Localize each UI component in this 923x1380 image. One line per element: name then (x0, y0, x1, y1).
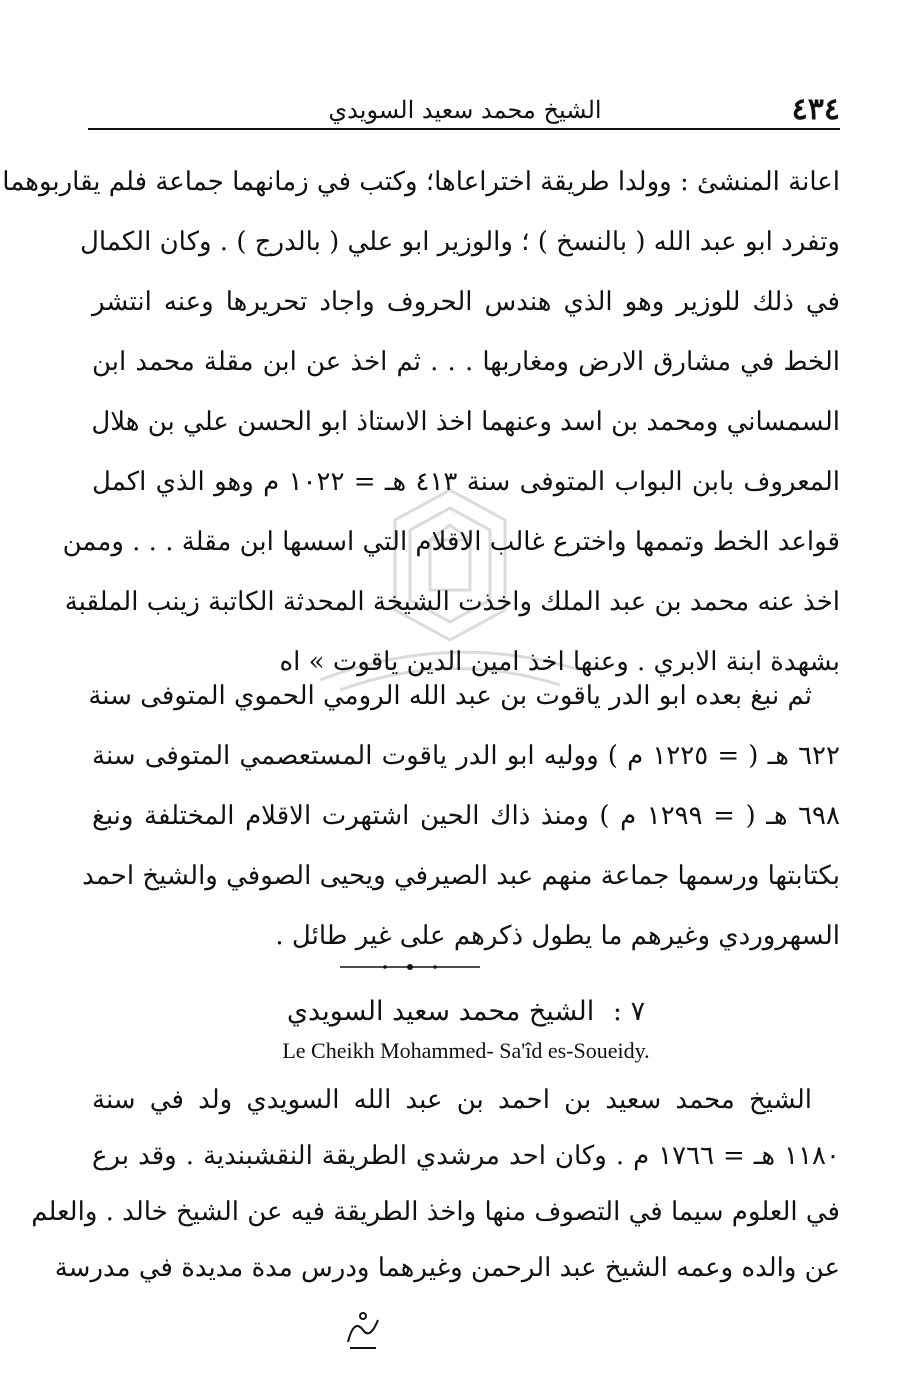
text-line: اعانة المنشئ : وولدا طريقة اختراعاها؛ وكتب في زمانهما جماعة فلم يقاربوهما (2, 167, 840, 197)
text-line: ١١٨٠ هـ = ١٧٦٦ م . وكان احد مرشدي الطريقة النقشبندية . وقد برع (92, 1141, 840, 1171)
text-line: عن والده وعمه الشيخ عبد الرحمن وغيرهما ودرس مدة مديدة في مدرسة (54, 1253, 840, 1283)
text-line: بشهدة ابنة الابري . وعنها اخذ امين الدين ياقوت » اه (279, 647, 840, 677)
text-line: بكتابتها ورسمها جماعة منهم عبد الصيرفي ويحيى الصوفي والشيخ احمد (82, 861, 840, 891)
header-rule (88, 128, 840, 130)
section-title: الشيخ محمد سعيد السويدي (286, 996, 595, 1027)
text-line: الخط في مشارق الارض ومغاربها . . . ثم اخذ عن ابن مقلة محمد ابن (92, 347, 840, 377)
paragraph-3 (31, 1072, 840, 1296)
text-line: الشيخ محمد سعيد بن احمد بن عبد الله السويدي ولد في سنة (92, 1085, 812, 1115)
text-line: اخذ عنه محمد بن عبد الملك واخذت الشيخة المحدثة الكاتبة زينب الملقبة (64, 587, 840, 617)
text-line: السهروردي وغيرهم ما يطول ذكرهم على غير طائل . (275, 921, 840, 951)
paragraph-1 (2, 152, 840, 692)
running-head (90, 92, 840, 128)
text-line: وتفرد ابو عبد الله ( بالنسخ ) ؛ والوزير ابو علي ( بالدرج ) . وكان الكمال (79, 227, 840, 257)
running-title: الشيخ محمد سعيد السويدي (328, 96, 602, 124)
section-latin-title: Le Cheikh Mohammed- Sa'îd es-Soueidy. (282, 1038, 650, 1063)
paragraph-2 (82, 666, 840, 966)
text-line: ثم نبغ بعده ابو الدر ياقوت بن عبد الله الرومي الحموي المتوفى سنة (88, 681, 812, 711)
section-divider-ornament-icon (340, 962, 480, 972)
text-line: ٦٢٢ هـ ( = ١٢٢٥ م ) ووليه ابو الدر ياقوت المستعصمي المتوفى سنة (92, 741, 840, 771)
text-line: قواعد الخط وتممها واخترع غالب الاقلام التي اسسها ابن مقلة . . . وممن (62, 527, 840, 557)
text-line: ٦٩٨ هـ ( = ١٢٩٩ م ) ومنذ ذاك الحين اشتهرت الاقلام المختلفة ونبغ (92, 801, 840, 831)
text-line: السمساني ومحمد بن اسد وعنهما اخذ الاستاذ ابو الحسن علي بن هلال (91, 407, 840, 437)
text-line: في العلوم سيما في التصوف منها واخذ الطريقة فيه عن الشيخ خالد . والعلم (31, 1197, 840, 1227)
section-heading (92, 990, 840, 1034)
ornamental-footer-mark-icon (340, 1308, 386, 1354)
page-number: ٤٣٤ (791, 92, 840, 127)
section-number: ٧ : (612, 996, 646, 1027)
text-line: في ذلك للوزير وهو الذي هندس الحروف واجاد تحريرها وعنه انتشر (92, 287, 840, 317)
text-line: المعروف بابن البواب المتوفى سنة ٤١٣ هـ = ١٠٢٢ م وهو الذي اكمل (92, 467, 840, 497)
